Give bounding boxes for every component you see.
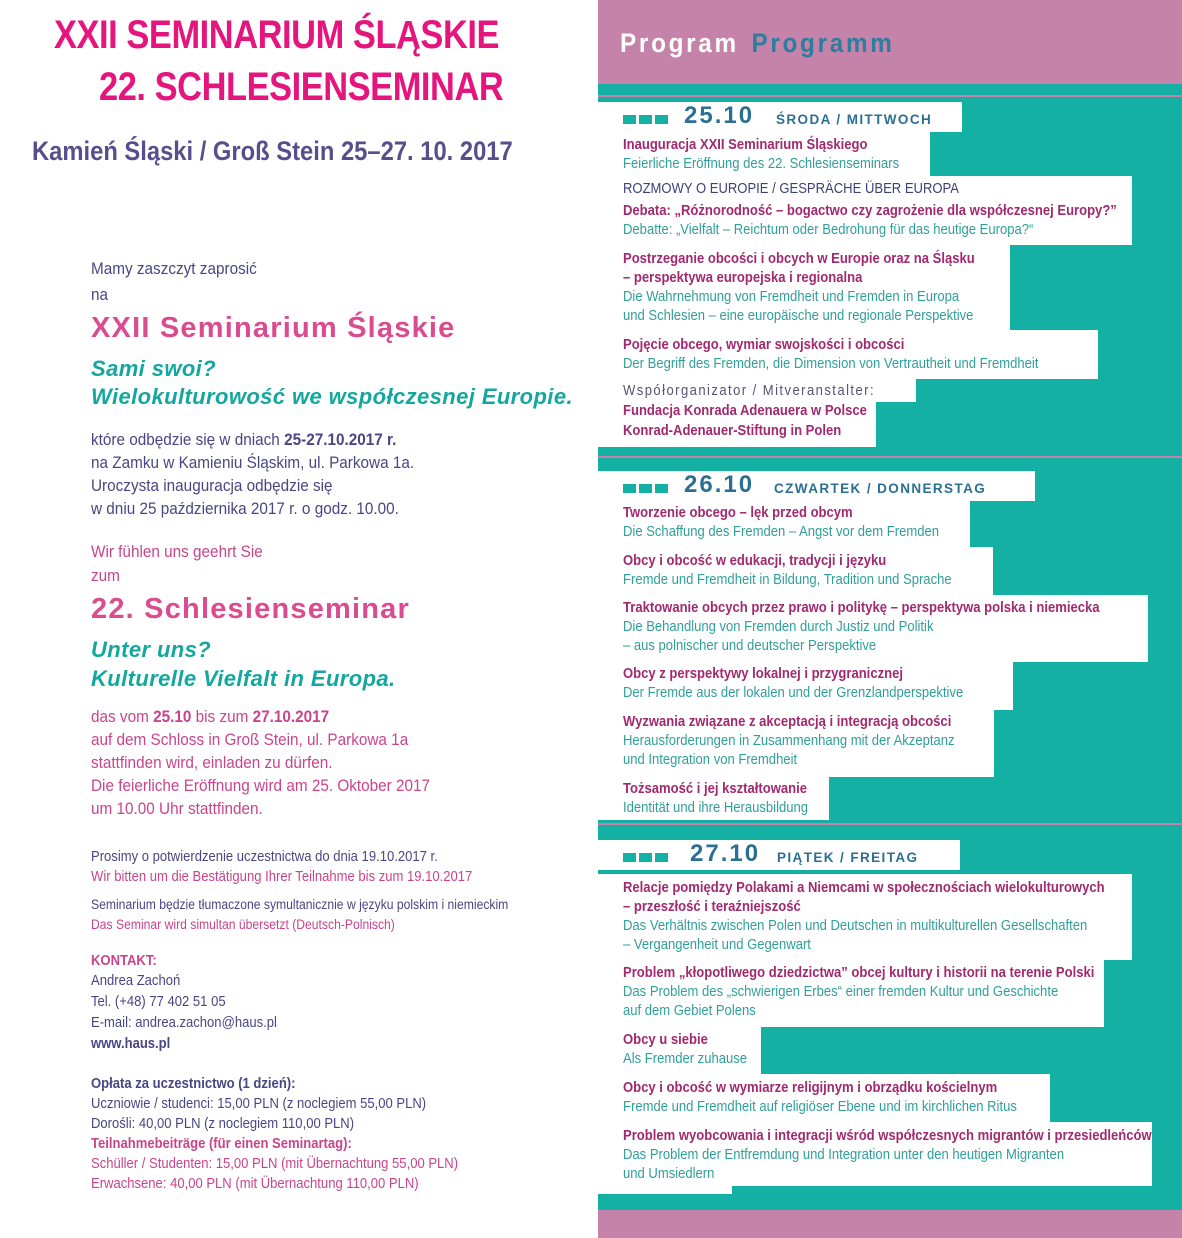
item-title-de: Feierliche Eröffnung des 22. Schlesienseminars <box>623 156 900 172</box>
theme-pl-1: Sami swoi? <box>91 356 217 381</box>
item-title-pl: Traktowanie obcych przez prawo i politykę – perspektywa polska i niemiecka <box>623 600 1100 616</box>
item-title-pl: – przeszłość i teraźniejszość <box>623 899 801 915</box>
program-footer-bar <box>598 1210 1182 1238</box>
item-title-pl: Problem „kłopotliwego dziedzictwa” obcej kultury i historii na terenie Polski <box>623 965 1095 981</box>
divider <box>598 823 1182 825</box>
day-date: 26.10 <box>684 471 755 498</box>
item-title-pl: Relacje pomiędzy Polakami a Niemcami w społecznościach wielokulturowych <box>623 880 1105 896</box>
seminar-name-pl: XXII Seminarium Śląskie <box>91 312 456 344</box>
program-item <box>598 402 876 447</box>
item-title-de: – aus polnischer und deutscher Perspektive <box>623 638 877 654</box>
program-header-bar <box>598 0 1182 84</box>
info-pl-2: na Zamku w Kamieniu Śląskim, ul. Parkowa 1a. <box>91 453 415 472</box>
program-title: Program Programm <box>620 28 895 58</box>
square-icon <box>639 853 652 862</box>
square-icon <box>655 484 668 493</box>
contact-web-link[interactable]: www.haus.pl <box>91 1036 171 1052</box>
title-pl: XXII SEMINARIUM ŚLĄSKIE <box>54 13 500 57</box>
confirm-de: Wir bitten um die Bestätigung Ihrer Teilnahme bis zum 19.10.2017 <box>91 869 473 885</box>
divider <box>598 456 1182 458</box>
item-title-de: – Vergangenheit und Gegenwart <box>623 937 811 953</box>
co-organizer-pl: Fundacja Konrada Adenauera w Polsce <box>623 403 867 419</box>
program-item <box>598 777 829 820</box>
item-title-pl: Tworzenie obcego – lęk przed obcym <box>623 505 853 521</box>
item-title-de: Debatte: „Vielfalt – Reichtum oder Bedrohung für das heutige Europa?“ <box>623 222 1034 238</box>
day-header-3 <box>598 840 960 870</box>
square-icon <box>623 484 636 493</box>
square-icon <box>655 115 668 124</box>
info-de-1: das vom 25.10 bis zum 27.10.2017 <box>91 707 330 726</box>
program-item <box>598 960 1104 1027</box>
fees-heading-pl: Opłata za uczestnictwo (1 dzień): <box>91 1076 296 1092</box>
item-title-pl: Obcy i obcość w edukacji, tradycji i języku <box>623 553 887 569</box>
program-item <box>598 547 993 595</box>
confirm-pl: Prosimy o potwierdzenie uczestnictwa do dnia 19.10.2017 r. <box>91 849 438 865</box>
item-title-de: Der Begriff des Fremden, die Dimension von Vertrautheit und Fremdheit <box>623 356 1039 372</box>
invite-pl-line1: Mamy zaszczyt zaprosić <box>91 259 257 278</box>
program-item <box>598 595 1148 662</box>
day-date: 27.10 <box>690 840 761 867</box>
item-title-pl: Obcy i obcość w wymiarze religijnym i obrządku kościelnym <box>623 1080 998 1096</box>
item-title-de: Die Wahrnehmung von Fremdheit und Fremden in Europa <box>623 289 960 305</box>
divider <box>598 95 1182 97</box>
theme-de-2: Kulturelle Vielfalt in Europa. <box>91 666 396 691</box>
item-title-de: Das Problem der Entfremdung und Integration unter den heutigen Migranten <box>623 1147 1065 1163</box>
theme-pl-2: Wielokulturowość we współczesnej Europie. <box>91 384 573 409</box>
invite-pl-line2: na <box>91 285 109 304</box>
day-header-1 <box>598 102 962 132</box>
program-item <box>598 132 930 176</box>
fees-students-pl: Uczniowie / studenci: 15,00 PLN (z noclegiem 55,00 PLN) <box>91 1096 427 1112</box>
square-icon <box>623 853 636 862</box>
seminar-name-de: 22. Schlesienseminar <box>91 593 410 625</box>
fees-adults-pl: Dorośli: 40,00 PLN (z noclegiem 110,00 PLN) <box>91 1116 355 1132</box>
day-name: PIĄTEK / FREITAG <box>777 850 919 865</box>
item-title-pl: Obcy z perspektywy lokalnej i przygranicznej <box>623 666 903 682</box>
item-title-de: Herausforderungen in Zusammenhang mit der Akzeptanz <box>623 733 955 749</box>
program-item-tail <box>598 1186 732 1194</box>
item-title-de: Das Problem des „schwierigen Erbes“ einer fremden Kultur und Geschichte <box>623 984 1059 1000</box>
info-de-2: auf dem Schloss in Groß Stein, ul. Parkowa 1a <box>91 730 409 749</box>
program-item <box>598 501 970 547</box>
item-title-de: Das Verhältnis zwischen Polen und Deutschen in multikulturellen Gesellschaften <box>623 918 1088 934</box>
square-icon <box>655 853 668 862</box>
day-date: 25.10 <box>684 102 755 129</box>
item-title-de: Die Behandlung von Fremden durch Justiz und Politik <box>623 619 934 635</box>
program-column <box>598 0 1182 1238</box>
item-title-de: Fremde und Fremdheit in Bildung, Tradition und Sprache <box>623 572 952 588</box>
item-title-de: und Schlesien – eine europäische und regionale Perspektive <box>623 308 974 324</box>
item-title-pl: Postrzeganie obcości i obcych w Europie oraz na Śląsku <box>623 251 975 267</box>
co-organizer-heading: Współorganizator / Mitveranstalter: <box>623 383 876 399</box>
item-title-pl: Tożsamość i jej kształtowanie <box>623 781 807 797</box>
fees-adults-de: Erwachsene: 40,00 PLN (mit Übernachtung 110,00 PLN) <box>91 1176 419 1192</box>
item-title-pl: Pojęcie obcego, wymiar swojskości i obcości <box>623 337 905 353</box>
day-name: ŚRODA / MITTWOCH <box>776 112 933 127</box>
item-title-pl: – perspektywa europejska i regionalna <box>623 270 863 286</box>
translate-pl: Seminarium będzie tłumaczone symultanicznie w języku polskim i niemieckim <box>91 897 509 912</box>
info-de-4: Die feierliche Eröffnung wird am 25. Oktober 2017 <box>91 776 431 795</box>
title-de: 22. SCHLESIENSEMINAR <box>99 65 504 109</box>
item-title-pl: Obcy u siebie <box>623 1032 708 1048</box>
item-title-de: und Umsiedlern <box>623 1166 715 1182</box>
translate-de: Das Seminar wird simultan übersetzt (Deutsch-Polnisch) <box>91 917 395 932</box>
contact-email[interactable]: E-mail: andrea.zachon@haus.pl <box>91 1015 277 1031</box>
contact-name: Andrea Zachoń <box>91 973 181 989</box>
item-title-de: Als Fremder zuhause <box>623 1051 748 1067</box>
item-title-pl: Wyzwania związane z akceptacją i integracją obcości <box>623 714 952 730</box>
day-name: CZWARTEK / DONNERSTAG <box>774 481 987 496</box>
square-icon <box>623 115 636 124</box>
program-item <box>598 1122 1152 1186</box>
day-header-2 <box>598 471 1035 501</box>
program-item <box>598 710 994 777</box>
item-title-pl: Problem wyobcowania i integracji wśród współczesnych migrantów i przesiedleńców <box>623 1128 1152 1144</box>
program-item <box>598 662 1013 710</box>
info-pl-1: które odbędzie się w dniach 25-27.10.2017 r. <box>91 430 397 449</box>
program-item <box>598 176 1132 245</box>
square-icon <box>639 115 652 124</box>
info-pl-4: w dniu 25 października 2017 r. o godz. 10.00. <box>91 499 399 518</box>
info-de-3: stattfinden wird, einladen zu dürfen. <box>91 753 333 772</box>
contact-phone: Tel. (+48) 77 402 51 05 <box>91 994 226 1010</box>
program-item <box>598 874 1132 960</box>
program-item <box>598 245 1010 330</box>
info-pl-3: Uroczysta inauguracja odbędzie się <box>91 476 333 495</box>
item-section: ROZMOWY O EUROPIE / GESPRÄCHE ÜBER EUROPA <box>623 181 959 197</box>
item-title-de: Der Fremde aus der lokalen und der Grenzlandperspektive <box>623 685 964 701</box>
invite-de-line2: zum <box>91 566 120 585</box>
square-icon <box>639 484 652 493</box>
item-title-pl: Debata: „Różnorodność – bogactwo czy zagrożenie dla współczesnej Europy?” <box>623 203 1117 219</box>
info-de-5: um 10.00 Uhr stattfinden. <box>91 799 263 818</box>
program-item <box>598 1074 1050 1122</box>
program-item <box>598 379 916 402</box>
fees-heading-de: Teilnahmebeiträge (für einen Seminartag): <box>91 1136 352 1152</box>
place-date: Kamień Śląski / Groß Stein 25–27. 10. 2017 <box>32 136 513 166</box>
program-item <box>598 1027 761 1074</box>
co-organizer-de: Konrad-Adenauer-Stiftung in Polen <box>623 423 842 439</box>
item-title-de: und Integration von Fremdheit <box>623 752 798 768</box>
item-title-de: Fremde und Fremdheit auf religiöser Ebene und im kirchlichen Ritus <box>623 1099 1017 1115</box>
item-title-de: Identität und ihre Herausbildung <box>623 800 809 816</box>
item-title-pl: Inauguracja XXII Seminarium Śląskiego <box>623 137 868 153</box>
invite-de-line1: Wir fühlen uns geehrt Sie <box>91 542 263 561</box>
item-title-de: auf dem Gebiet Polens <box>623 1003 756 1019</box>
theme-de-1: Unter uns? <box>91 637 212 662</box>
contact-heading: KONTAKT: <box>91 953 157 969</box>
program-item <box>598 330 1098 379</box>
item-title-de: Die Schaffung des Fremden – Angst vor dem Fremden <box>623 524 940 540</box>
fees-students-de: Schüller / Studenten: 15,00 PLN (mit Übernachtung 55,00 PLN) <box>91 1156 459 1172</box>
